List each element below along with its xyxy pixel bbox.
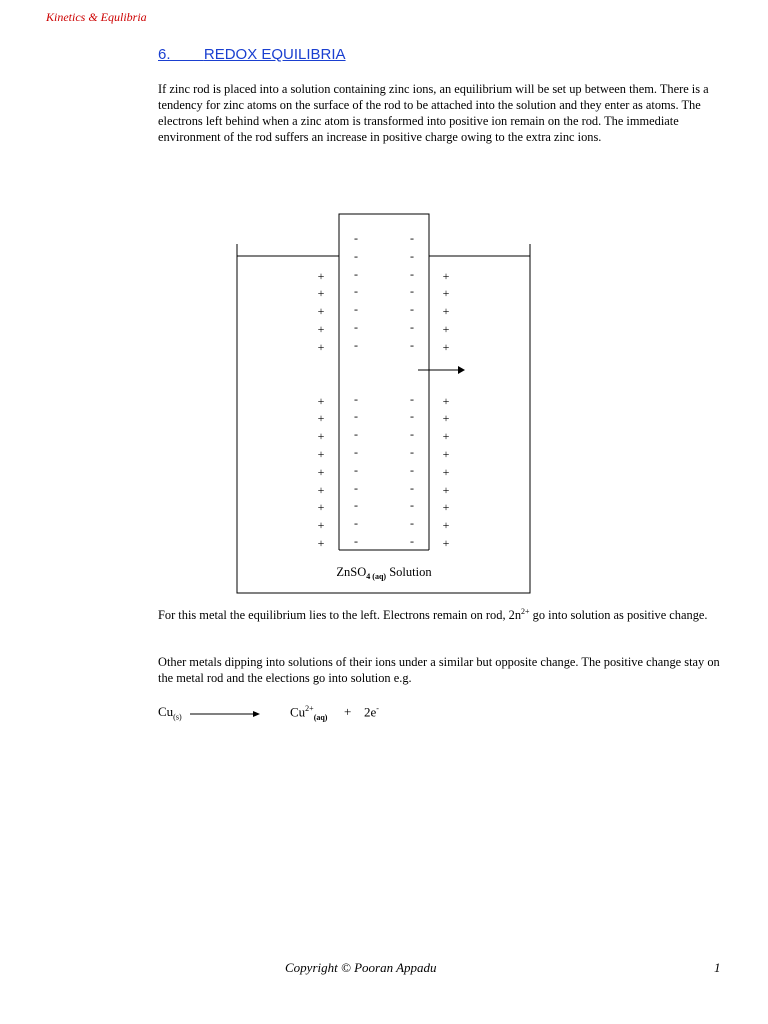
electron-charge: - — [410, 481, 414, 495]
electron-charge: - — [410, 498, 414, 512]
solution-label: ZnSO$_{4 (aq)}$ Solution — [336, 565, 432, 581]
zinc-ion-charge: + — [442, 304, 450, 318]
copper-equation — [158, 704, 458, 728]
zinc-ion-charge: + — [317, 411, 325, 425]
beaker-outline — [237, 244, 530, 593]
zinc-ion-charge: + — [442, 536, 450, 550]
reaction-arrow — [190, 708, 262, 720]
product: $Cu^{2+}_{(aq)}$ — [290, 704, 328, 722]
electron-charge: - — [354, 338, 358, 352]
intro-paragraph: If zinc rod is placed into a solution containing zinc ions, an equilibrium will be set up between them. There is a tendency for zinc atoms on the surface of the rod to be attached into the solution and they enter as atoms. The electrons left behind when a zinc atom is transformed into positive ion remain on the rod. The immediate environment of the rod suffers an increase in positive charge owing to the extra zinc ions. — [158, 82, 709, 144]
zinc-ion-charge: + — [442, 322, 450, 336]
zinc-ion-charge: + — [317, 536, 325, 550]
electron-charge: - — [354, 427, 358, 441]
electron-charge: - — [354, 267, 358, 281]
zinc-ion-charge: + — [442, 447, 450, 461]
zinc-ion-charge: + — [442, 340, 450, 354]
copyright-footer: Copyright © Pooran Appadu — [285, 960, 437, 975]
other-metals-paragraph: Other metals dipping into solutions of their ions under a similar but opposite change. The positive change stay on the metal rod and the elections go into solution e.g. — [158, 655, 720, 685]
electron-charge: - — [354, 498, 358, 512]
zinc-ion-charge: + — [317, 286, 325, 300]
zinc-ion-charge: + — [442, 269, 450, 283]
electron-charge: - — [354, 463, 358, 477]
zinc-ion-charge: + — [317, 483, 325, 497]
zinc-ion-charge: + — [442, 518, 450, 532]
electron-charge: - — [410, 392, 414, 406]
zinc-ion-charge: + — [317, 447, 325, 461]
electron-charge: - — [410, 338, 414, 352]
plus-sign: + — [344, 704, 352, 719]
zinc-ion-charge: + — [317, 394, 325, 408]
arrow-head — [458, 366, 465, 374]
zinc-ion-charge: + — [442, 411, 450, 425]
electron-charge: - — [410, 409, 414, 423]
electron-charge: - — [410, 249, 414, 263]
electron-charge: - — [410, 516, 414, 530]
electron-charge: - — [354, 231, 358, 245]
electron-charge: - — [354, 516, 358, 530]
electron-charge: - — [354, 481, 358, 495]
section-number: 6. — [158, 46, 171, 63]
electron-charge: - — [354, 445, 358, 459]
electron-charge: - — [354, 320, 358, 334]
electron-charge: - — [354, 409, 358, 423]
electron-charge: - — [410, 534, 414, 548]
zinc-rod — [339, 214, 429, 550]
running-header: Kinetics & Equlibria — [46, 10, 147, 24]
electron-charge: - — [410, 284, 414, 298]
zinc-ion-charge: + — [317, 429, 325, 443]
zinc-ion-charge: + — [442, 394, 450, 408]
zinc-ion-charge: + — [317, 304, 325, 318]
electron-charge: - — [354, 249, 358, 263]
electrons: 2e- — [364, 704, 379, 720]
zinc-ion-charge: + — [442, 429, 450, 443]
zinc-ion-charge: + — [317, 465, 325, 479]
zinc-ion-charge: + — [442, 483, 450, 497]
page-number: 1 — [714, 960, 721, 975]
electron-charge: - — [410, 267, 414, 281]
electron-charge: - — [410, 445, 414, 459]
equilibrium-paragraph: For this metal the equilibrium lies to the left. Electrons remain on rod, $2n^{2+}$ go into solution as positive change. — [158, 607, 708, 623]
zinc-ion-charge: + — [317, 322, 325, 336]
zinc-ion-charge: + — [317, 269, 325, 283]
electron-charge: - — [410, 231, 414, 245]
electron-charge: - — [410, 302, 414, 316]
zinc-ion-charge: + — [317, 340, 325, 354]
electron-charge: - — [410, 463, 414, 477]
section-title: REDOX EQUILIBRIA — [203, 46, 346, 63]
electron-charge: - — [354, 284, 358, 298]
electron-charge: - — [354, 534, 358, 548]
electron-charge: - — [410, 427, 414, 441]
zinc-ion-charge: + — [442, 286, 450, 300]
zinc-ion-charge: + — [442, 465, 450, 479]
electron-charge: - — [354, 302, 358, 316]
zinc-ion-charge: + — [442, 500, 450, 514]
zinc-ion-charge: + — [317, 500, 325, 514]
electron-charge: - — [410, 320, 414, 334]
reactant: $Cu_{(s)}$ — [158, 704, 182, 722]
zinc-ion-charge: + — [317, 518, 325, 532]
electron-charge: - — [354, 392, 358, 406]
